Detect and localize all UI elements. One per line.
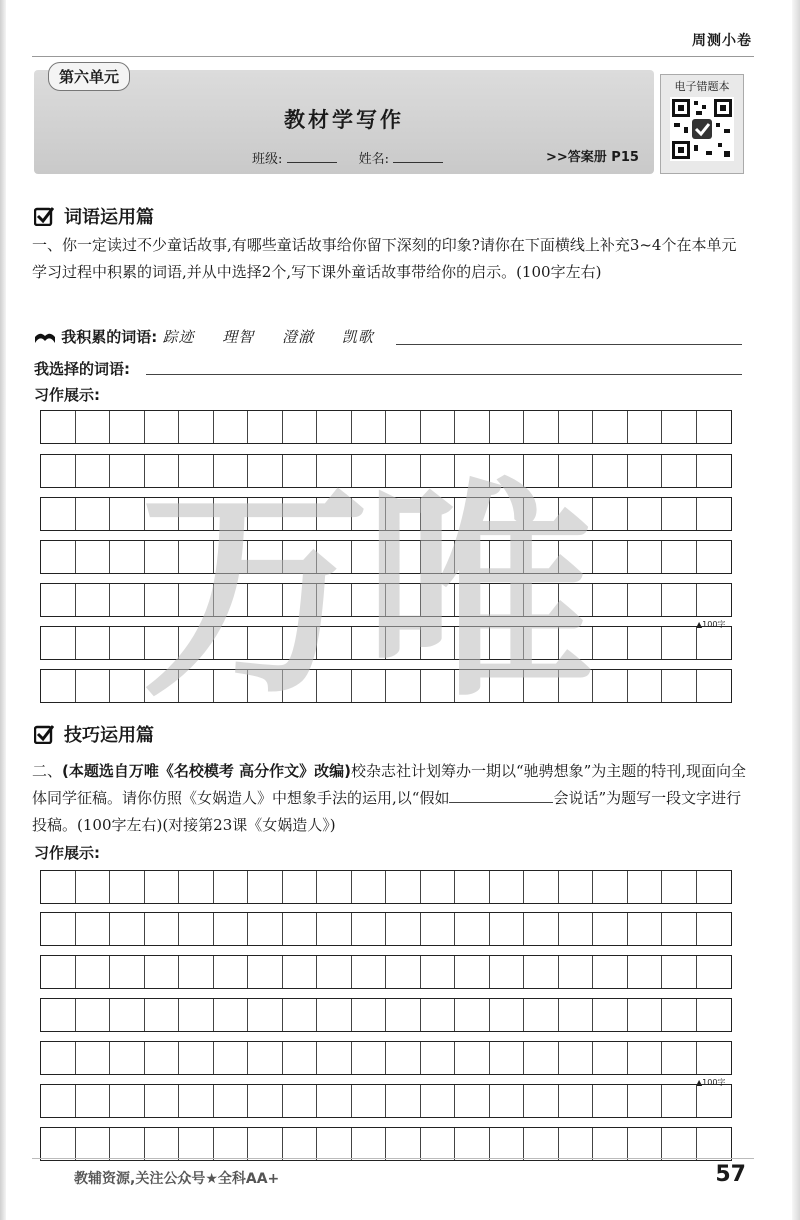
word-2: 理智 [222,328,255,346]
grid-row[interactable] [40,1084,732,1118]
grid-row[interactable] [40,955,732,989]
section-vocabulary-title: 词语运用篇 [64,207,154,228]
grid-row[interactable] [40,912,732,946]
top-rule [32,56,754,57]
title-blank[interactable] [449,802,553,803]
word-3: 澄澈 [282,328,315,346]
grid-row[interactable] [40,497,732,531]
section-technique-heading [34,721,154,747]
page-edge-left [0,0,6,1220]
question-2-body: 校杂志社计划筹办一期以“驰骋想象”为主题的特刊,现面向全体同学征稿。请你仿照《女娲造人》中想象手法的运用,以“假如 [32,762,747,807]
qr-panel[interactable] [660,74,744,174]
name-label: 姓名: [358,152,390,167]
grid-row[interactable] [40,1041,732,1075]
name-blank[interactable] [393,162,443,163]
watermark: 万唯 [140,461,589,728]
grid-row[interactable] [40,454,732,488]
question-2-source: (本题选自万唯《名校模考 高分作文》改编) [62,762,351,780]
accumulated-words-row [34,326,396,347]
open-book-icon [34,331,56,345]
checkbox-checked-icon [34,724,54,744]
question-1-text: 一、你一定读过不少童话故事,有哪些童话故事给你留下深刻的印象?请你在下面横线上补充3~4个在本单元学习过程中积累的词语,并从中选择2个,写下课外童话故事带给你的启示。(100字左右) [32,236,737,281]
word-count-marker: ▲100字 [696,620,726,629]
checkbox-checked-icon [34,206,54,226]
section-technique-title: 技巧运用篇 [64,725,154,746]
grid-row[interactable] [40,998,732,1032]
word-count-marker: ▲100字 [696,1078,726,1087]
grid-row[interactable] [40,626,732,660]
word-4: 凯歌 [341,328,374,346]
word-1: 踪迹 [162,328,195,346]
grid-row[interactable] [40,870,732,904]
accumulated-words-line[interactable] [396,344,742,345]
grid-row[interactable] [40,540,732,574]
grid-row[interactable] [40,410,732,444]
section-vocabulary-heading [34,203,154,229]
display-label-2: 习作展示: [34,844,100,862]
accumulated-words [162,328,395,346]
bottom-rule [32,1158,754,1159]
class-label: 班级: [252,152,283,167]
class-blank[interactable] [287,162,337,163]
qr-label: 电子错题本 [674,80,730,93]
accumulated-label: 我积累的词语: [61,328,158,346]
qr-code-icon [670,97,734,161]
answer-reference: >>答案册 P15 [546,150,639,165]
student-info [252,148,461,167]
question-2-prefix: 二、 [32,762,63,780]
page-number: 57 [715,1162,746,1187]
grid-row[interactable] [40,1127,732,1161]
question-2-body-2: 会说话”为题写一段文字进行投稿。(100字左右)(对接第23课《女娲造人》) [32,789,742,834]
grid-row[interactable] [40,583,732,617]
display-label-1: 习作展示: [34,386,100,404]
chosen-words-line[interactable] [146,374,742,375]
chosen-words-label: 我选择的词语: [34,360,130,378]
page-edge-right [792,0,800,1220]
question-2-text [32,758,748,839]
series-label: 周测小卷 [692,33,752,49]
grid-row[interactable] [40,669,732,703]
unit-tag: 第六单元 [48,62,130,91]
page-title: 教材学写作 [284,108,404,132]
footer-text: 教辅资源,关注公众号★全科AA+ [74,1171,280,1187]
